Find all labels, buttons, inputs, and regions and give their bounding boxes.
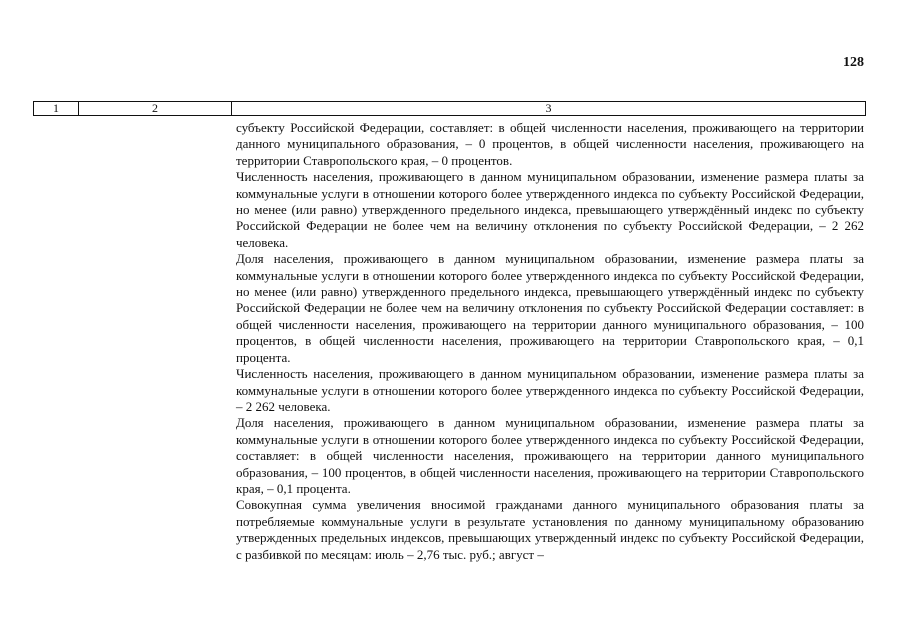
column-3-body-text: [236, 120, 864, 563]
column-1-number: 1: [34, 102, 79, 116]
paragraph: Доля населения, проживающего в данном муниципальном образовании, изменение размера платы за коммунальные услуги в отношении которого более утвержденного индекса по субъекту Российской Федерации, но менее (или равно) утвержденного предельного индекса, превышающего утверждённый индекс по субъекту Российской Федерации не более чем на величину отклонения по субъекту Российской Федерации составляет: в общей численности населения, проживающего на территории данного муниципального образования, – 100 процентов, в общей численности населения, проживающего на территории Ставропольского края, – 0,1 процента.: [236, 251, 864, 365]
paragraph: Численность населения, проживающего в данном муниципальном образовании, изменение размера платы за коммунальные услуги в отношении которого более утвержденного индекса по субъекту Российской Федерации, – 2 262 человека.: [236, 366, 864, 414]
column-3-number: 3: [232, 102, 866, 116]
column-2-number: 2: [79, 102, 232, 116]
column-number-header: [33, 101, 866, 116]
paragraph: Совокупная сумма увеличения вносимой гражданами данного муниципального образования платы за потребляемые коммунальные услуги в результате установления по данному муниципальному образованию утвержденных предельных индексов, превышающих утвержденный индекс по субъекту Российской Федерации, с разбивкой по месяцам: июль – 2,76 тыс. руб.; август –: [236, 497, 864, 562]
page-number: 128: [843, 55, 864, 70]
header-row: [34, 102, 866, 116]
paragraph: Численность населения, проживающего в данном муниципальном образовании, изменение размера платы за коммунальные услуги в отношении которого более утвержденного индекса по субъекту Российской Федерации, но менее (или равно) утвержденного предельного индекса, превышающего утверждённый индекс по субъекту Российской Федерации не более чем на величину отклонения по субъекту Российской Федерации, – 2 262 человека.: [236, 169, 864, 250]
paragraph: Доля населения, проживающего в данном муниципальном образовании, изменение размера платы за коммунальные услуги в отношении которого более утвержденного индекса по субъекту Российской Федерации, составляет: в общей численности населения, проживающего на территории данного муниципального образования, – 100 процентов, в общей численности населения, проживающего на территории Ставропольского края, – 0,1 процента.: [236, 415, 864, 496]
paragraph: субъекту Российской Федерации, составляет: в общей численности населения, проживающего на территории данного муниципального образования, – 0 процентов, в общей численности населения, проживающего на территории Ставропольского края, – 0 процентов.: [236, 120, 864, 168]
